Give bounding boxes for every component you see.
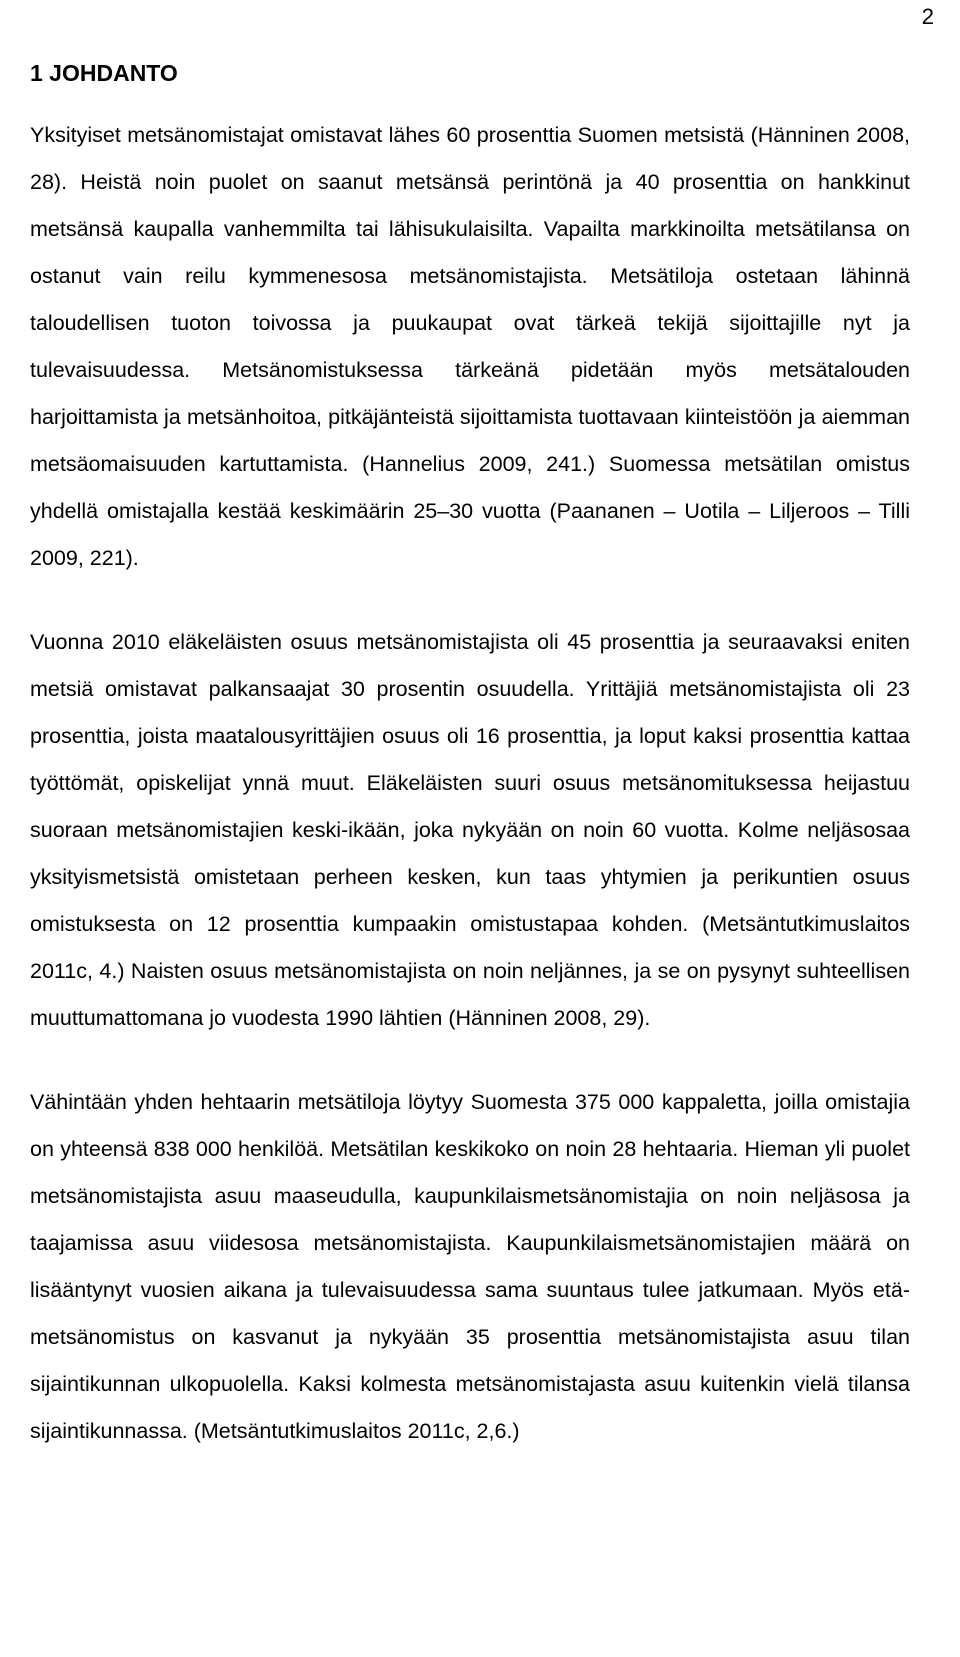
- paragraph-2: Vuonna 2010 eläkeläisten osuus metsänomistajista oli 45 prosenttia ja seuraavaksi eniten metsiä omistavat palkansaajat 30 prosentin osuudella. Yrittäjiä metsänomistajista oli 23 prosenttia, joista maatalousyrittäjien osuus oli 16 prosenttia, ja loput kaksi prosenttia kattaa työttömät, opiskelijat ynnä muut. Eläkeläisten suuri osuus metsänomituksessa heijastuu suoraan metsänomistajien keski-ikään, joka nykyään on noin 60 vuotta. Kolme neljäsosaa yksityismetsistä omistetaan perheen kesken, kun taas yhtymien ja perikuntien osuus omistuksesta on 12 prosenttia kumpaakin omistustapaa kohden. (Metsäntutkimuslaitos 2011c, 4.) Naisten osuus metsänomistajista on noin neljännes, ja se on pysynyt suhteellisen muuttumattomana jo vuodesta 1990 lähtien (Hänninen 2008, 29).: [30, 630, 910, 1030]
- paragraph-1: Yksityiset metsänomistajat omistavat lähes 60 prosenttia Suomen metsistä (Hänninen 2008, 28). Heistä noin puolet on saanut metsänsä perintönä ja 40 prosenttia on hankkinut metsänsä kaupalla vanhemmilta tai lähisukulaisilta. Vapailta markkinoilta metsätilansa on ostanut vain reilu kymmenesosa metsänomistajista. Metsätiloja ostetaan lähinnä taloudellisen tuoton toivossa ja puukaupat ovat tärkeä tekijä sijoittajille nyt ja tulevaisuudessa. Metsänomistuksessa tärkeänä pidetään myös metsätalouden harjoittamista ja metsänhoitoa, pitkäjänteistä sijoittamista tuottavaan kiinteistöön ja aiemman metsäomaisuuden kartuttamista. (Hannelius 2009, 241.) Suomessa metsätilan omistus yhdellä omistajalla kestää keskimäärin 25–30 vuotta (Paananen – Uotila – Liljeroos – Tilli 2009, 221).: [30, 123, 910, 570]
- document-body: [30, 56, 910, 1455]
- paragraph-3: Vähintään yhden hehtaarin metsätiloja löytyy Suomesta 375 000 kappaletta, joilla omistajia on yhteensä 838 000 henkilöä. Metsätilan keskikoko on noin 28 hehtaaria. Hieman yli puolet metsänomistajista asuu maaseudulla, kaupunkilaismetsänomistajia on noin neljäsosa ja taajamissa asuu viidesosa metsänomistajista. Kaupunkilaismetsänomistajien määrä on lisääntynyt vuosien aikana ja tulevaisuudessa sama suuntaus tulee jatkumaan. Myös etämetsänomistus on kasvanut ja nykyään 35 prosenttia metsänomistajista asuu tilan sijaintikunnan ulkopuolella. Kaksi kolmesta metsänomistajasta asuu kuitenkin vielä tilansa sijaintikunnassa. (Metsäntutkimuslaitos 2011c, 2,6.): [30, 1090, 910, 1443]
- chapter-title: 1 JOHDANTO: [30, 60, 178, 86]
- page-number: 2: [921, 4, 934, 29]
